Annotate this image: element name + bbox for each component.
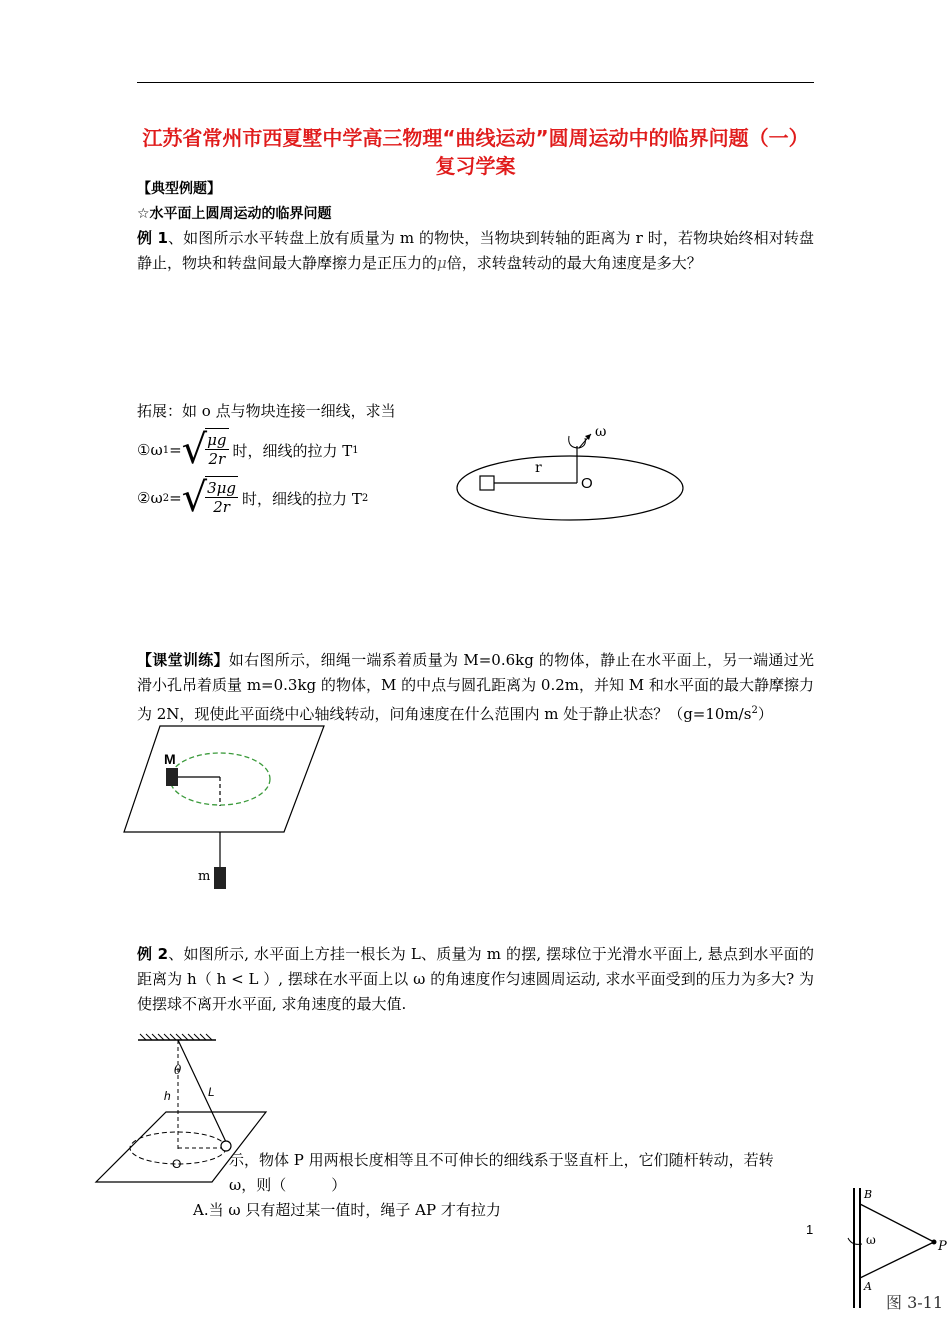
omega1-sub: 1	[162, 444, 170, 456]
figure-caption: 图 3-11	[886, 1293, 944, 1312]
M-label: M	[164, 751, 176, 767]
theta-label: θ	[174, 1063, 182, 1077]
block	[480, 476, 494, 490]
string-AP	[860, 1242, 934, 1278]
example-1-text-end: 倍，求转盘转动的最大角速度是多大？	[446, 254, 702, 272]
O-label: O	[172, 1157, 182, 1171]
example-3-option-a: A.当 ω 只有超过某一值时，绳子 AP 才有拉力	[193, 1201, 501, 1219]
example-1	[137, 226, 814, 276]
omega2-label: ②ω	[137, 489, 163, 507]
turntable-figure	[455, 418, 695, 528]
equals-2: =	[169, 489, 182, 507]
item2-suffix: 时，细线的拉力 T	[242, 489, 362, 508]
class-training-sup: 2	[751, 705, 758, 716]
example-1-text: 、如图所示水平转盘上放有质量为 m 的物快，当物块到转轴的距离为 r 时，若物块始终相对转盘静止，物块和转盘间最大静摩擦力是正压力的	[137, 229, 814, 272]
example-2-text: 、如图所示, 水平面上方挂一根长为 L、质量为 m 的摆, 摆球位于光滑水平面上, 悬点到水平面的距离为 h（ h < L ）, 摆球在水平面上以 ω 的角速度作匀速圆周运动, 求水平面受到的压力为多大? 为使摆球不离开水平面, 求角速度的最大值.	[137, 945, 814, 1013]
T1-sub: 1	[352, 444, 359, 456]
sqrt-1: √ $\frac{\mu g}{2r}$	[181, 427, 227, 473]
sqrt-2: √ $\frac{3\mu g}{2r}$	[181, 475, 237, 521]
frac2-num: 3μg	[207, 479, 237, 497]
page-title: 江苏省常州市西夏墅中学高三物理“曲线运动”圆周运动中的临界问题（一）复习学案	[142, 126, 809, 178]
example-2	[137, 942, 814, 1017]
rod-omega-label: ω	[866, 1233, 876, 1247]
omega-label: ω	[595, 424, 607, 440]
extension-intro: 拓展：如 o 点与物块连接一细线，求当	[137, 402, 396, 420]
pendulum-bob	[221, 1141, 231, 1151]
extension-item-1	[137, 428, 359, 472]
equals-1: =	[169, 441, 182, 459]
example-3-line2: ω，则（ ）	[229, 1176, 347, 1194]
subsection-heading: ☆水平面上圆周运动的临界问题	[137, 206, 332, 222]
horizontal-plane	[96, 1112, 266, 1182]
header-rule	[137, 82, 814, 83]
class-training-text: 如右图所示，细绳一端系着质量为 M=0.6kg 的物体，静止在水平面上，另一端通过光滑小孔吊着质量 m=0.3kg 的物体，M 的中点与圆孔距离为 0.2m，并知 M 和水平面的最大静摩擦力为 2N，现使此平面绕中心轴线转动，问角速度在什么范围内 m 处于静止状态？（g=10m/s	[137, 651, 814, 723]
example-3-line1: 示，物体 P 用两根长度相等且不可伸长的细线系于竖直杆上，它们随杆转动，若转	[229, 1151, 774, 1169]
L-label: L	[208, 1085, 215, 1099]
B-label: B	[864, 1188, 873, 1201]
example-1-label: 例 1	[137, 229, 168, 247]
class-training-label: 【课堂训练】	[137, 651, 229, 669]
omega1-label: ①ω	[137, 441, 163, 459]
section-heading: 【典型例题】	[137, 181, 221, 197]
T2-sub: 2	[361, 492, 369, 504]
plane-hole-figure	[120, 720, 330, 895]
omega2-sub: 2	[162, 492, 170, 504]
item1-suffix: 时，细线的拉力 T	[232, 441, 353, 460]
example-2-label: 例 2	[137, 945, 169, 963]
frac1-den: 2r	[208, 450, 226, 468]
pendulum-figure	[92, 1032, 272, 1192]
frac2-den: 2r	[213, 498, 230, 516]
mass-M	[166, 768, 178, 786]
m-label: m	[198, 869, 211, 884]
A-label: A	[864, 1280, 872, 1293]
h-label: h	[164, 1089, 171, 1103]
o-label: O	[581, 475, 593, 492]
mass-m	[214, 867, 226, 889]
page-number: 1	[806, 1222, 814, 1237]
frac1-num: μg	[207, 431, 227, 449]
plane	[124, 726, 324, 832]
P-label: P	[938, 1239, 947, 1254]
class-training-close: ）	[757, 705, 773, 723]
r-label: r	[535, 460, 542, 476]
extension-item-2	[137, 476, 368, 520]
point-P	[932, 1240, 937, 1245]
mu-symbol: μ	[437, 254, 447, 272]
class-training	[137, 648, 814, 727]
